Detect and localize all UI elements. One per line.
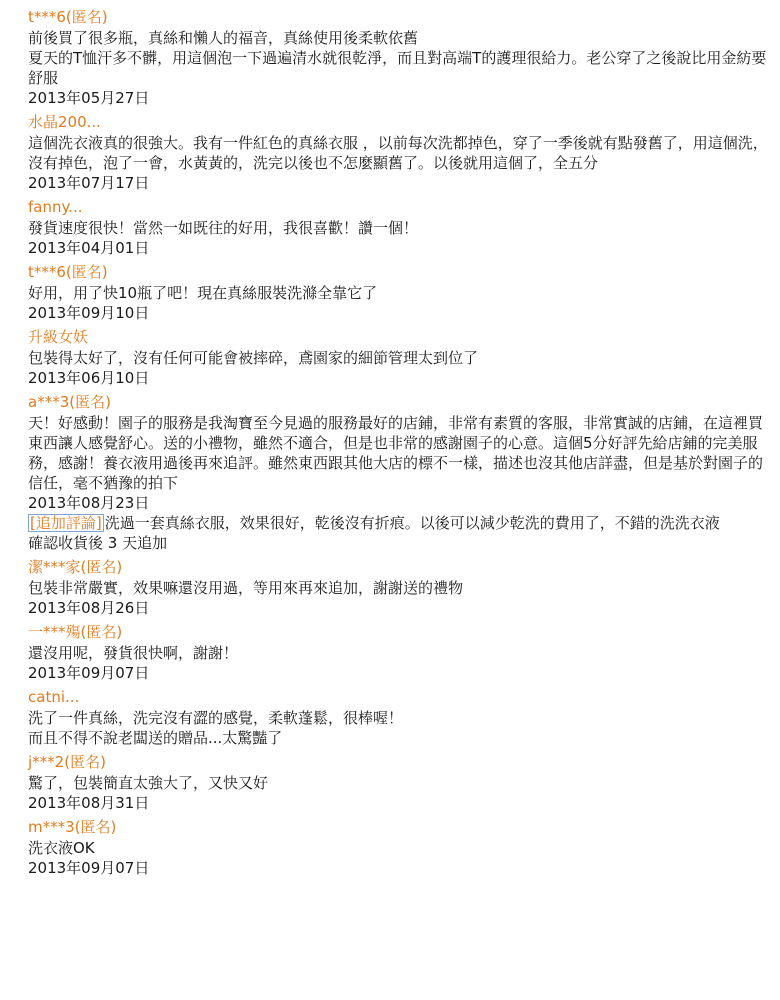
review-item [28,262,768,323]
review-item [28,7,768,108]
review-date: 2013年08月23日 [28,494,150,512]
review-item [28,197,768,258]
review-author: j***2(匿名) [28,753,106,771]
review-author: a***3(匿名) [28,393,111,411]
review-author: fanny... [28,198,83,216]
review-author: 水晶200... [28,113,101,131]
review-date: 2013年09月07日 [28,664,150,682]
review-date: 2013年08月31日 [28,794,150,812]
review-item [28,112,768,193]
review-text: 洗了一件真絲，洗完沒有澀的感覺，柔軟蓬鬆，很棒喔！ [28,709,404,727]
review-date: 2013年07月17日 [28,174,150,192]
review-date: 2013年09月10日 [28,304,150,322]
review-date: 2013年05月27日 [28,89,150,107]
review-text: 洗衣液OK [28,839,95,857]
review-date: 2013年06月10日 [28,369,150,387]
review-item [28,557,768,618]
review-date: 2013年04月01日 [28,239,150,257]
followup-text: 洗過一套真絲衣服，效果很好，乾後沒有折痕。以後可以減少乾洗的費用了，不錯的洗洗衣液 [104,514,720,532]
review-text: 天！好感動！園子的服務是我淘寶至今見過的服務最好的店鋪，非常有素質的客服，非常實誠的店鋪，在這裡買東西讓人感覺舒心。送的小禮物，雖然不適合，但是也非常的感謝園子的心意。這個5分好評先給店鋪的完美服務，感謝！養衣液用過後再來追評。雖然東西跟其他大店的標不一樣，描述也沒其他店詳盡，但是基於對園子的信任，毫不猶豫的拍下 [28,414,764,492]
followup-note: 確認收貨後 3 天追加 [28,534,168,552]
review-text: 包裝非常嚴實，效果嘛還沒用過，等用來再來追加，謝謝送的禮物 [28,579,464,597]
review-text: 好用，用了快10瓶了吧！現在真絲服裝洗滌全靠它了 [28,284,378,302]
review-text: 包裝得太好了，沒有任何可能會被摔碎，鳶園家的細節管理太到位了 [28,349,479,367]
review-text: 而且不得不說老闆送的贈品...太驚豔了 [28,729,283,747]
review-date: 2013年08月26日 [28,599,150,617]
review-item [28,752,768,813]
review-text: 前後買了很多瓶，真絲和懶人的福音，真絲使用後柔軟依舊 [28,29,419,47]
review-author: t***6(匿名) [28,263,108,281]
review-item [28,327,768,388]
review-text: 驚了，包裝簡直太強大了，又快又好 [28,774,269,792]
review-item [28,687,768,748]
review-author: 潔***家(匿名) [28,558,123,576]
review-author: catni... [28,688,80,706]
review-item [28,817,768,878]
followup-review [28,513,768,533]
review-author: t***6(匿名) [28,8,108,26]
review-text: 這個洗衣液真的很強大。我有一件紅色的真絲衣服 ，以前每次洗都掉色，穿了一季後就有點發舊了，用這個洗，沒有掉色，泡了一會，水黃黃的，洗完以後也不怎麼顯舊了。以後就用這個了，全五分 [28,134,768,172]
review-date: 2013年09月07日 [28,859,150,877]
review-list [28,0,768,878]
review-author: 升級女妖 [28,328,89,346]
review-author: m***3(匿名) [28,818,117,836]
review-text: 夏天的T恤汗多不髒，用這個泡一下過遍清水就很乾淨，而且對高端T的護理很給力。老公穿了之後說比用金紡要舒服 [28,49,767,87]
review-author: 一***殤(匿名) [28,623,123,641]
review-text: 發貨速度很快！當然一如既往的好用，我很喜歡！讚一個！ [28,219,419,237]
followup-tag: [追加評論] [30,514,102,532]
review-text: 還沒用呢，發貨很快啊，謝謝！ [28,644,239,662]
review-item [28,392,768,553]
review-item [28,622,768,683]
